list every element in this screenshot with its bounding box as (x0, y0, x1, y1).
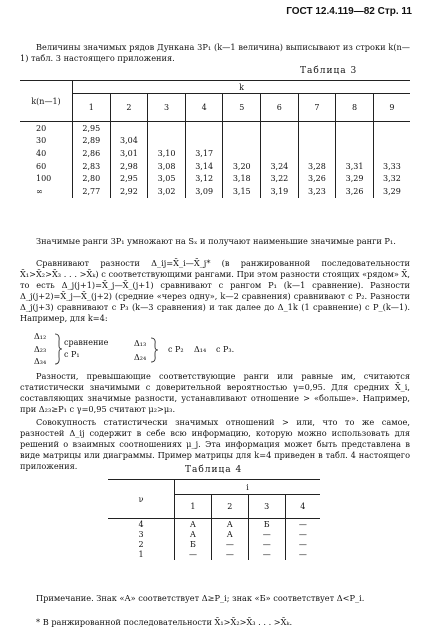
table-cell: — (298, 550, 307, 560)
table-cell: 2,95 (110, 172, 148, 185)
delta-24: Δ₂₄ (134, 353, 147, 362)
table3-col-8: 8 (336, 94, 374, 122)
table-cell: 3,31 (336, 160, 374, 173)
footnote: * В ранжированной последовательности X̄₁>X̄₂>X̄₃ . . . >X̄ₖ. (36, 617, 293, 628)
delta-12: Δ₁₂ (34, 332, 47, 341)
table-cell: 3,05 (148, 172, 186, 185)
table-cell: 2,92 (110, 185, 148, 198)
table-cell: 3,01 (110, 147, 148, 160)
table4-col-3: 3 (248, 495, 285, 519)
row-label: 60 (20, 160, 73, 173)
brace-left (54, 333, 62, 365)
table-cell (336, 147, 374, 160)
table-cell: 3,15 (223, 185, 261, 198)
table-cell: Б (248, 519, 285, 530)
table-cell: — (211, 550, 248, 560)
table-cell: — (175, 550, 212, 560)
table3-k-label: k (73, 81, 411, 94)
row-label: 20 (20, 122, 73, 135)
table3 (20, 80, 410, 198)
row-label: ∞ (20, 185, 73, 198)
table-cell: 3,12 (185, 172, 223, 185)
comparison-with-p1: с P₁ (64, 350, 80, 359)
table-cell: 2,77 (73, 185, 111, 198)
table-cell: 3,26 (298, 172, 336, 185)
table-cell: 3,10 (148, 147, 186, 160)
table-cell: 3,24 (261, 160, 299, 173)
table-cell: — (248, 550, 285, 560)
table-cell (148, 122, 186, 135)
table4-col-4: 4 (285, 495, 320, 519)
table-cell (298, 147, 336, 160)
table-cell: 3,19 (261, 185, 299, 198)
delta-13: Δ₁₃ (134, 339, 147, 348)
table-cell: 3,22 (261, 172, 299, 185)
table-cell: 3,28 (298, 160, 336, 173)
table-cell (223, 147, 261, 160)
table-cell (185, 122, 223, 135)
table-cell (223, 135, 261, 148)
table-cell: 2,98 (110, 160, 148, 173)
table-cell: 3,23 (298, 185, 336, 198)
table-cell: 3,08 (148, 160, 186, 173)
table-cell: 3,04 (110, 135, 148, 148)
table3-col-4: 4 (185, 94, 223, 122)
table4 (108, 479, 320, 560)
table3-col-7: 7 (298, 94, 336, 122)
table-row (20, 172, 410, 185)
paragraph-matrix: Совокупность статистически значимых отношений > или, что то же самое, разностей Δ_ij содержит в себе всю информацию, которую можно использовать для решений о взаимных соотношениях μ_j. Эта информация может быть представлена в виде матрицы или диаграммы. Пример матрицы для k=4 приведен в табл. 4 настоящего приложения. (20, 417, 410, 471)
table-cell (298, 135, 336, 148)
comparison-word: сравнение (64, 338, 109, 347)
table-cell: Б (175, 539, 212, 549)
table-cell: 3,26 (336, 185, 374, 198)
table-cell (373, 122, 410, 135)
table-cell: — (248, 539, 285, 549)
table3-col-6: 6 (261, 94, 299, 122)
table-cell: А (175, 529, 212, 539)
table-cell: 3,20 (223, 160, 261, 173)
brace-middle (150, 337, 158, 363)
table-cell: 2,89 (73, 135, 111, 148)
table-cell: — (298, 529, 307, 539)
table3-col-1: 1 (73, 94, 111, 122)
table-cell (298, 122, 336, 135)
table-cell (185, 135, 223, 148)
table-cell (148, 135, 186, 148)
paragraph-compare-differences: Сравнивают разности Δ_ij=X̄_i—X̄_j* (в ранжированной последовательности X̄₁>X̄₂>X̄₃ . . . >X̄ₖ) с соответствующими рангами. При этом разности стоящих «рядом» X̄, то есть Δ_j(j+1)=X̄_j—X̄_(j+1) сравнивают с рангом P₁ (k—1 сравнение). Разности Δ_j(j+2)=X̄_j—X̄_(j+2) (средние «через одну», k—2 сравнения) сравнивают с P₂. Разности Δ_j(j+3) сравнивают с P₃ (k—3 сравнения) и так далее до Δ_1k (1 сравнение) с P_(k—1). Например, для k=4: (20, 258, 410, 323)
table-row (20, 122, 410, 135)
table-row (20, 185, 410, 198)
table-row (20, 160, 410, 173)
row-label: 2 (108, 539, 175, 549)
row-label: 3 (108, 529, 175, 539)
table-cell: 2,83 (73, 160, 111, 173)
table3-col-3: 3 (148, 94, 186, 122)
row-label: 40 (20, 147, 73, 160)
table3-col-5: 5 (223, 94, 261, 122)
table-cell: 3,18 (223, 172, 261, 185)
table-cell (261, 135, 299, 148)
table-cell: 3,33 (383, 161, 401, 171)
paragraph-duncan-rows: Величины значимых рядов Дункана 3P₁ (k—1 величина) выписывают из строки k(n—1) табл. 3 настоящего приложения. (20, 42, 410, 63)
comparison-with-p2: с P₂ (168, 345, 184, 354)
table4-col-1: 1 (175, 495, 212, 519)
table-cell (261, 147, 299, 160)
table3-caption: Таблица 3 (300, 66, 358, 76)
table-cell: 3,29 (336, 172, 374, 185)
table-row (108, 539, 320, 549)
table-cell: 3,32 (383, 174, 401, 184)
table4-col-2: 2 (211, 495, 248, 519)
table-row (108, 550, 320, 560)
page-header: ГОСТ 12.4.119—82 Стр. 11 (286, 6, 412, 17)
table-cell: — (298, 519, 307, 529)
row-label: 30 (20, 135, 73, 148)
table-row (108, 529, 320, 539)
table-cell: 3,14 (185, 160, 223, 173)
table-cell (223, 122, 261, 135)
table-cell (261, 122, 299, 135)
table3-rowhead: k(n—1) (20, 81, 73, 122)
table-cell: — (211, 539, 248, 549)
table-cell: 3,09 (185, 185, 223, 198)
table3-col-9: 9 (373, 94, 410, 122)
table4-caption: Таблица 4 (185, 465, 243, 475)
delta-23: Δ₂₃ (34, 345, 47, 354)
table-cell: 3,02 (148, 185, 186, 198)
table-cell (336, 135, 374, 148)
delta-34: Δ₃₄ (34, 357, 47, 366)
table-cell: А (211, 519, 248, 530)
table4-rowhead: ν (108, 480, 175, 519)
table-cell: 3,29 (383, 186, 401, 196)
table-row (108, 519, 320, 530)
paragraph-significant-ranks: Значимые ранги 3P₁ умножают на Sₓ и получают наименьшие значимые ранги P₁. (36, 236, 396, 246)
table-cell: А (211, 529, 248, 539)
delta-14: Δ₁₄ (194, 345, 207, 354)
table-cell: А (175, 519, 212, 530)
table-cell: 2,95 (73, 122, 111, 135)
table-cell: 2,80 (73, 172, 111, 185)
table-cell (373, 135, 410, 148)
table-cell: 2,86 (73, 147, 111, 160)
table-cell: — (248, 529, 285, 539)
note: Примечание. Знак «А» соответствует Δ≥P_i; знак «Б» соответствует Δ<P_i. (36, 593, 365, 604)
row-label: 4 (108, 519, 175, 530)
table-cell: — (298, 539, 307, 549)
table-cell (110, 122, 148, 135)
table3-col-2: 2 (110, 94, 148, 122)
table4-i-label: i (175, 480, 321, 495)
paragraph-significance: Разности, превышающие соответствующие ранги или равные им, считаются статистически значимыми с доверительной вероятностью γ=0,95. Для средних X̄_i, составляющих значимые разности, устанавливают отношение > «больше». Например, при Δ₂₃≥P₁ с γ=0,95 считают μ₂>μ₃. (20, 371, 410, 414)
table-row (20, 147, 410, 160)
table-cell (373, 147, 410, 160)
table-cell (336, 122, 374, 135)
comparison-with-p3: с P₃. (216, 345, 235, 354)
row-label: 100 (20, 172, 73, 185)
table-cell: 3,17 (185, 147, 223, 160)
row-label: 1 (108, 550, 175, 560)
table-row (20, 135, 410, 148)
